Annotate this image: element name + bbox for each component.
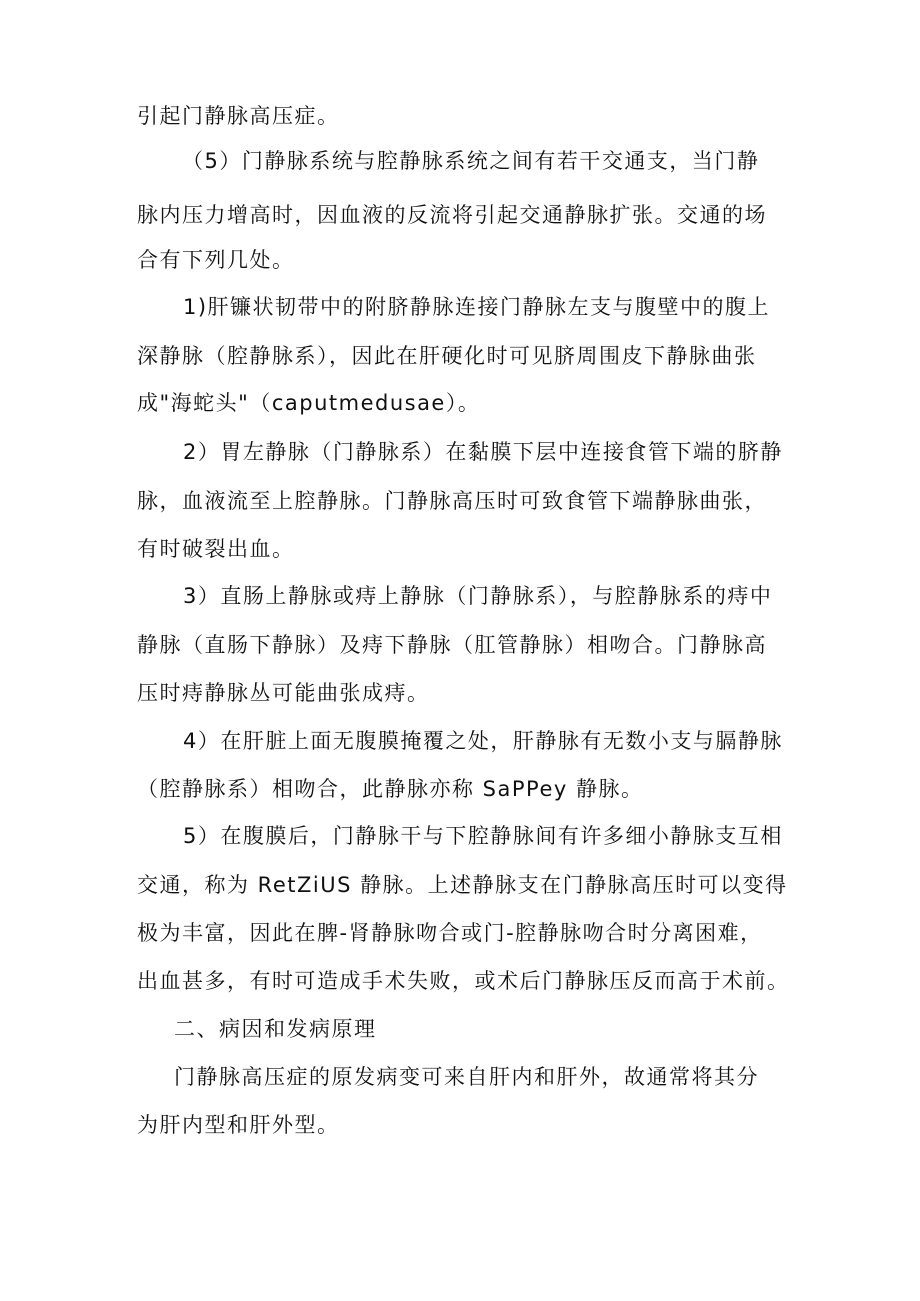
- text-line: 脉，血液流至上腔静脉。门静脉高压时可致食管下端静脉曲张，: [137, 489, 767, 513]
- text-line: 2）胃左静脉（门静脉系）在黏膜下层中连接食管下端的脐静: [183, 440, 783, 464]
- text-line: 1)肝镰状韧带中的附脐静脉连接门静脉左支与腹壁中的腹上: [183, 295, 771, 319]
- text-line: 4）在肝脏上面无腹膜掩覆之处，肝静脉有无数小支与膈静脉: [183, 729, 783, 753]
- text-line: 深静脉（腔静脉系），因此在肝硬化时可见脐周围皮下静脉曲张: [137, 344, 757, 368]
- text-line: 极为丰富，因此在脾-肾静脉吻合或门-腔静脉吻合时分离困难，: [137, 921, 763, 945]
- text-line: 成"海蛇头"（caputmedusae）。: [137, 391, 481, 415]
- section-heading: 二、病因和发病原理: [174, 1017, 377, 1041]
- text-line: 出血甚多，有时可造成手术失败，或术后门静脉压反而高于术前。: [137, 969, 790, 993]
- text-line: 门静脉高压症的原发病变可来自肝内和肝外，故通常将其分: [174, 1065, 759, 1089]
- text-line: （5）门静脉系统与腔静脉系统之间有若干交通支，当门静: [182, 149, 760, 173]
- text-line: 合有下列几处。: [137, 248, 295, 272]
- text-line: 有时破裂出血。: [137, 537, 295, 561]
- text-line: 压时痔静脉丛可能曲张成痔。: [137, 681, 430, 705]
- text-line: 5）在腹膜后，门静脉干与下腔静脉间有许多细小静脉支互相: [183, 824, 783, 848]
- text-line: 静脉（直肠下静脉）及痔下静脉（肛管静脉）相吻合。门静脉高: [137, 633, 767, 657]
- text-line: 交通，称为 RetZiUS 静脉。上述静脉支在门静脉高压时可以变得: [137, 873, 788, 897]
- text-line: （腔静脉系）相吻合，此静脉亦称 SaPPey 静脉。: [137, 777, 644, 801]
- text-line: 3）直肠上静脉或痔上静脉（门静脉系），与腔静脉系的痔中: [183, 584, 773, 608]
- text-line: 为肝内型和肝外型。: [137, 1113, 340, 1137]
- text-line: 脉内压力增高时，因血液的反流将引起交通静脉扩张。交通的场: [137, 203, 767, 227]
- text-line: 引起门静脉高压症。: [137, 104, 340, 128]
